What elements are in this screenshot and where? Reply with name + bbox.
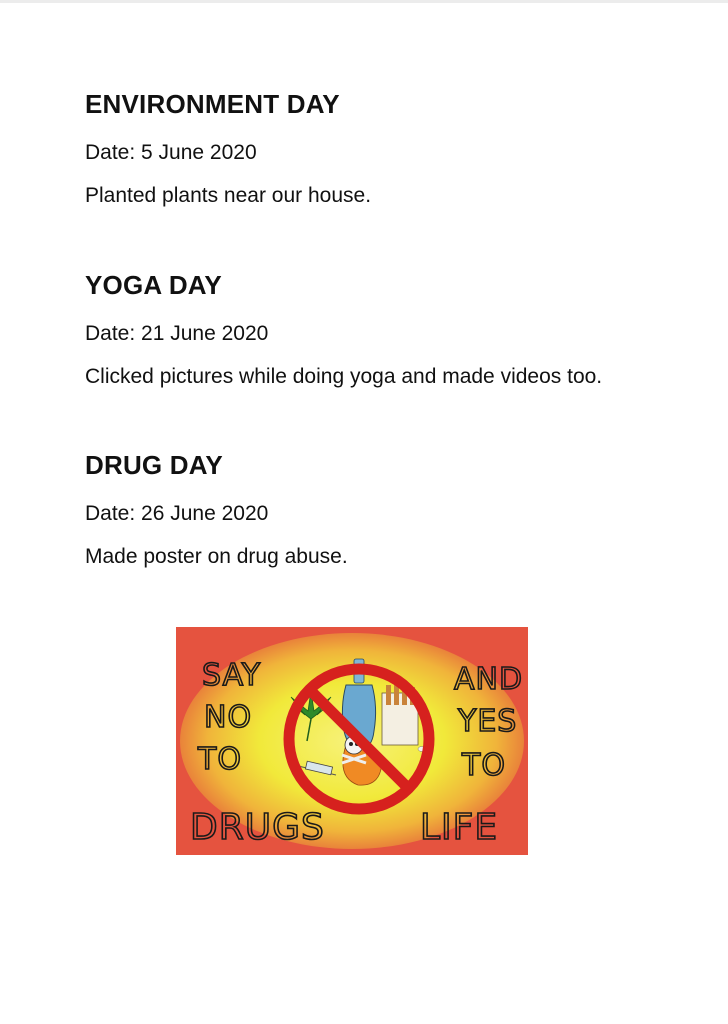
- entry-description: Made poster on drug abuse.: [85, 545, 348, 568]
- entry-title: YOGA DAY: [85, 270, 222, 300]
- entry-yoga-day: [85, 270, 685, 388]
- entry-date: Date: 5 June 2020: [85, 141, 257, 164]
- poster-word: LIFE: [420, 807, 499, 848]
- entry-title: ENVIRONMENT DAY: [85, 89, 340, 119]
- page-top-edge: [0, 0, 728, 3]
- entry-date: Date: 26 June 2020: [85, 502, 269, 525]
- poster-word: DRUGS: [190, 807, 325, 848]
- entry-environment-day: [85, 89, 685, 207]
- poster-drawing: [176, 627, 528, 855]
- poster-word: NO: [204, 700, 253, 735]
- entry-description: Planted plants near our house.: [85, 184, 372, 207]
- entry-drug-day: [85, 450, 685, 568]
- poster-word: TO: [198, 742, 242, 777]
- entry-title: DRUG DAY: [85, 450, 223, 480]
- poster-word: YES: [458, 704, 518, 739]
- drug-poster-image: [176, 627, 528, 855]
- poster-word: TO: [462, 748, 506, 783]
- poster-word: AND: [454, 662, 524, 697]
- entry-date: Date: 21 June 2020: [85, 322, 269, 345]
- poster-word: SAY: [202, 658, 262, 693]
- entry-description: Clicked pictures while doing yoga and made videos too.: [85, 365, 603, 388]
